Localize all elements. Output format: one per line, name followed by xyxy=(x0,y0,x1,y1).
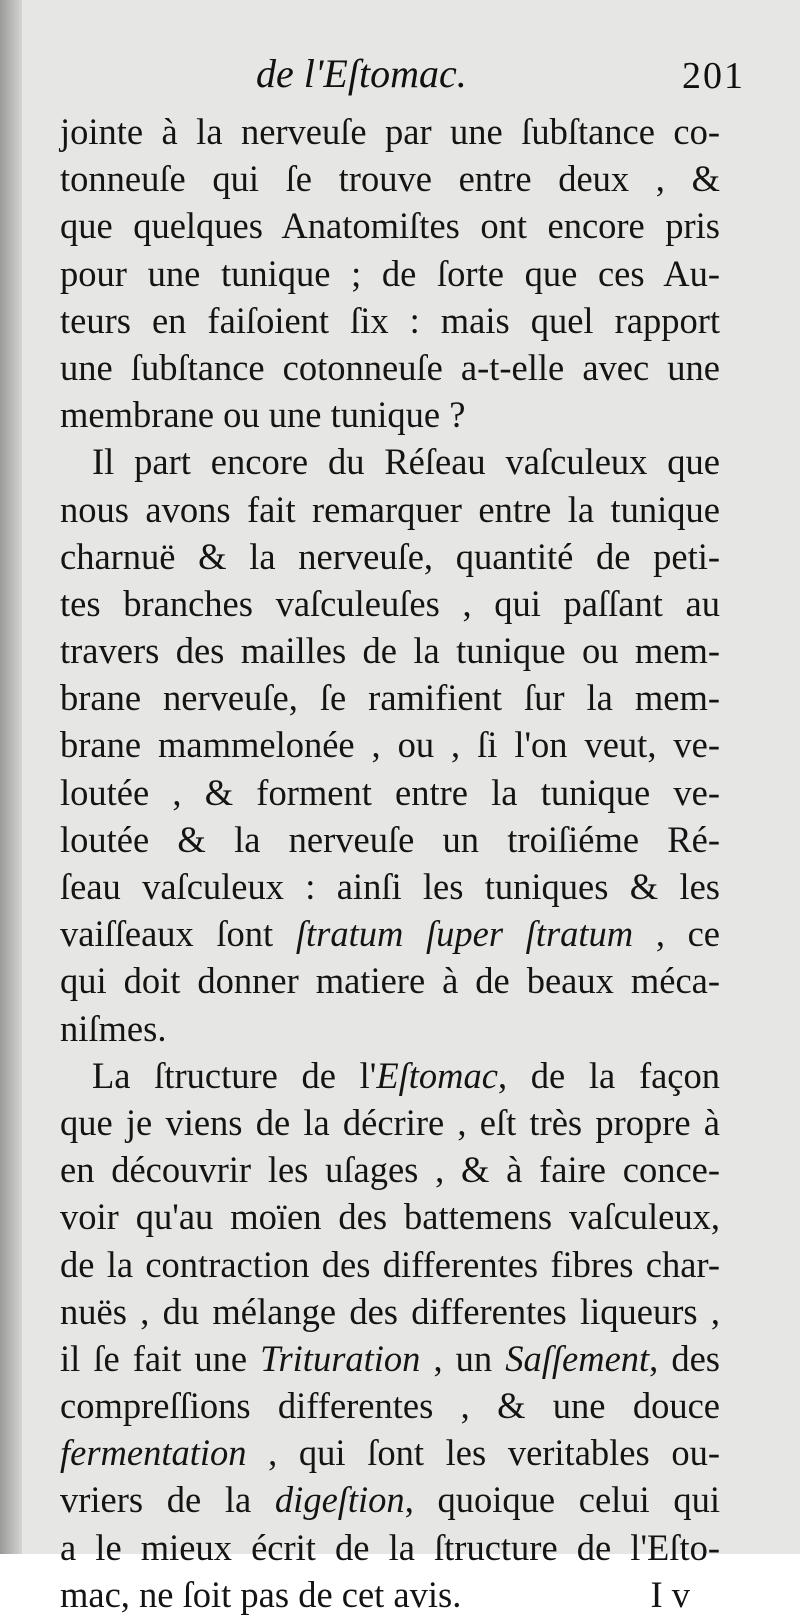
italic-text: digeſtion xyxy=(274,1479,405,1521)
text-run: nuës , du mélange des differentes liqueurs , xyxy=(60,1290,720,1332)
text-run: membrane ou une tunique ? xyxy=(60,394,466,436)
italic-text: ſtratum ſuper ſtratum xyxy=(295,913,634,955)
italic-text: Saſſement xyxy=(505,1337,650,1379)
body-text xyxy=(60,108,720,1618)
text-run: pour une tunique ; de ſorte que ces Au- xyxy=(60,252,720,294)
final-line-text: mac, ne ſoit pas de cet avis. xyxy=(60,1573,462,1615)
text-run: brane mammelonée , ou , ſi l'on veut, ve- xyxy=(60,724,720,766)
text-line xyxy=(60,1052,720,1099)
text-line xyxy=(60,1099,720,1146)
text-run: , quoique celui qui xyxy=(404,1479,720,1521)
text-line xyxy=(60,1429,720,1476)
page-header xyxy=(60,50,745,110)
text-run: La ſtructure de l' xyxy=(92,1054,377,1096)
text-line xyxy=(60,155,720,202)
text-line xyxy=(60,816,720,863)
text-line xyxy=(60,1146,720,1193)
text-run: loutée & la nerveuſe un troiſiéme Ré- xyxy=(60,818,720,860)
text-line xyxy=(60,910,720,957)
text-line xyxy=(60,438,720,485)
text-line xyxy=(60,250,720,297)
text-run: , qui ſont les veritables ou- xyxy=(246,1432,720,1474)
text-line xyxy=(60,1241,720,1288)
text-line xyxy=(60,297,720,344)
text-run: , un xyxy=(420,1337,506,1379)
text-run: tes branches vaſculeuſes , qui paſſant au xyxy=(60,582,720,624)
text-line xyxy=(60,1382,720,1429)
text-run: une ſubſtance cotonneuſe a-t-elle avec une xyxy=(60,346,720,388)
text-run: , des xyxy=(649,1337,721,1379)
text-run: que quelques Anatomiſtes ont encore pris xyxy=(60,205,720,247)
italic-text: Eſtomac xyxy=(376,1054,498,1096)
text-run: loutée , & forment entre la tunique ve- xyxy=(60,771,720,813)
text-run: qui doit donner matiere à de beaux méca- xyxy=(60,960,720,1002)
text-line xyxy=(60,580,720,627)
text-run: brane nerveuſe, ſe ramifient ſur la mem- xyxy=(60,677,720,719)
text-run: vaiſſeaux ſont xyxy=(60,913,296,955)
italic-text: fermentation xyxy=(60,1432,247,1474)
text-run: travers des mailles de la tunique ou mem- xyxy=(60,630,720,672)
text-run: , de la façon xyxy=(497,1054,720,1096)
italic-text: Trituration xyxy=(260,1337,421,1379)
text-run: tonneuſe qui ſe trouve entre deux , & xyxy=(60,158,720,200)
text-line xyxy=(60,1335,720,1382)
text-run: voir qu'au moïen des battemens vaſculeux, xyxy=(60,1196,720,1238)
text-line xyxy=(60,202,720,249)
text-line xyxy=(60,1524,720,1571)
text-run: charnuë & la nerveuſe, quantité de peti- xyxy=(60,535,720,577)
text-line xyxy=(60,1005,720,1052)
final-line xyxy=(60,1571,720,1618)
text-run: il ſe fait une xyxy=(60,1337,261,1379)
text-line xyxy=(60,1193,720,1240)
catchword: I v xyxy=(650,1573,690,1615)
text-run: niſmes. xyxy=(60,1007,167,1049)
page-number: 201 xyxy=(682,55,745,97)
text-line xyxy=(60,1288,720,1335)
text-line xyxy=(60,674,720,721)
text-line xyxy=(60,344,720,391)
text-line xyxy=(60,627,720,674)
text-run: en découvrir les uſages , & à faire conce- xyxy=(60,1149,720,1191)
text-run: de la contraction des differentes fibres char- xyxy=(60,1243,720,1285)
page-gutter-shadow xyxy=(0,0,22,1554)
text-run: vriers de la xyxy=(60,1479,275,1521)
text-line xyxy=(60,721,720,768)
text-line xyxy=(60,391,720,438)
text-run: compreſſions differentes , & une douce xyxy=(60,1385,720,1427)
text-line xyxy=(60,533,720,580)
running-head: de l'Eſtomac. xyxy=(256,51,467,96)
text-lines xyxy=(60,108,720,1571)
text-line xyxy=(60,108,720,155)
text-line xyxy=(60,1476,720,1523)
text-run: jointe à la nerveuſe par une ſubſtance co- xyxy=(60,111,720,152)
text-line xyxy=(60,769,720,816)
text-line xyxy=(60,863,720,910)
text-line xyxy=(60,957,720,1004)
text-run: que je viens de la décrire , eſt très propre à xyxy=(60,1101,720,1143)
text-run: ſeau vaſculeux : ainſi les tuniques & les xyxy=(60,866,720,907)
text-run: , ce xyxy=(633,913,720,955)
text-run: nous avons fait remarquer entre la tunique xyxy=(60,488,720,530)
text-run: Il part encore du Réſeau vaſculeux que xyxy=(92,441,720,483)
text-line xyxy=(60,486,720,533)
text-run: teurs en faiſoient ſix : mais quel rapport xyxy=(60,299,720,341)
text-run: a le mieux écrit de la ſtructure de l'Eſto- xyxy=(60,1526,720,1568)
